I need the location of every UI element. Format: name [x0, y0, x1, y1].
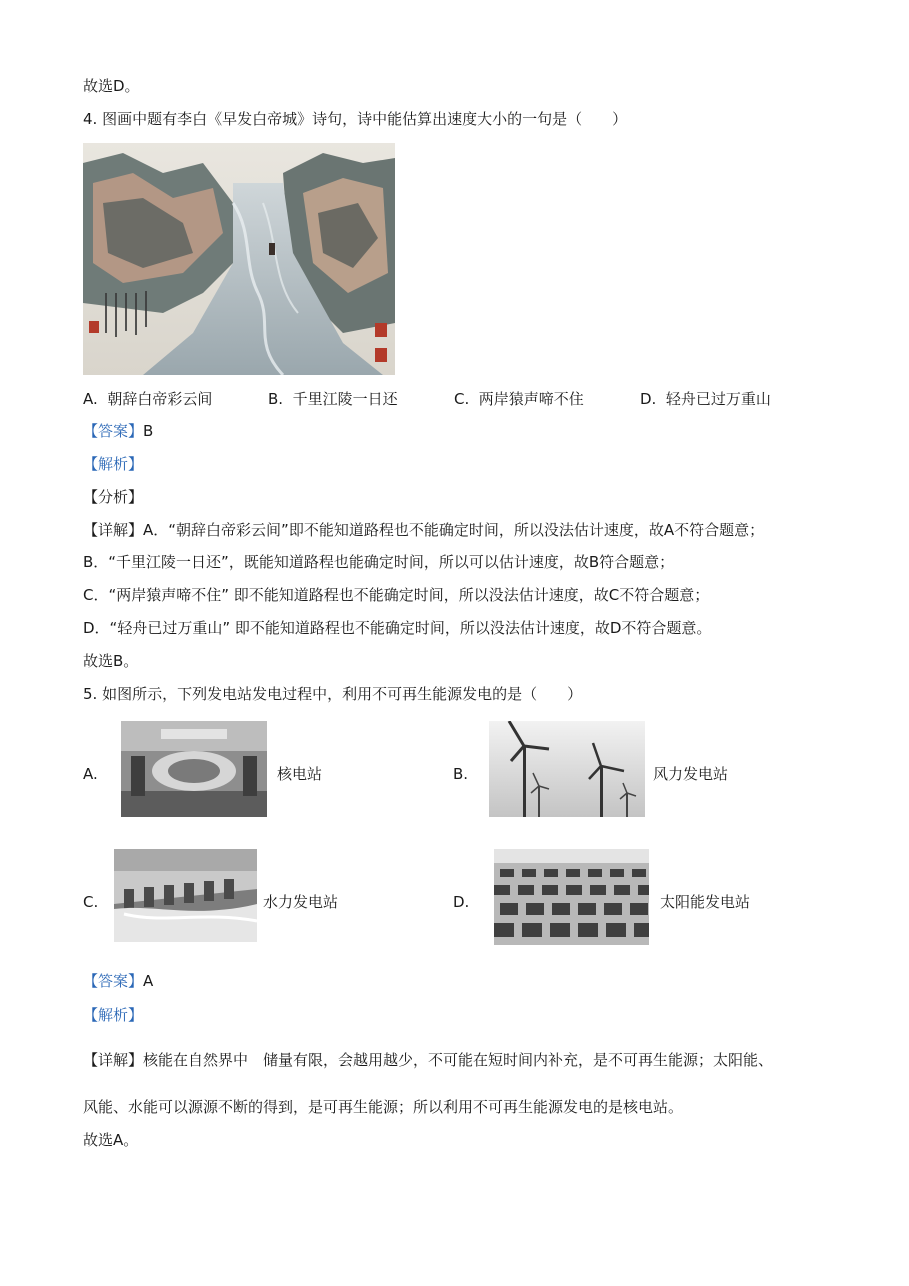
q5-answer-value: A — [143, 972, 154, 990]
q5-answer — [83, 971, 153, 991]
landscape-painting — [83, 143, 395, 375]
q5-conclusion: 故选A。 — [83, 1131, 139, 1149]
nuclear-plant-image — [121, 721, 267, 817]
q5-analysis-tag: 【解析】 — [83, 1006, 144, 1024]
q4-option-d-text: 轻舟已过万重山 — [665, 390, 771, 408]
q4-fenxi-tag: 【分析】 — [83, 488, 144, 506]
q4-detail-line-1 — [83, 520, 764, 540]
q4-option-d-letter: D. — [640, 390, 657, 408]
q4-answer-tag: 【答案】 — [83, 422, 144, 440]
q5-option-b-caption: 风力发电站 — [653, 765, 729, 783]
q5-stem: 5. 如图所示，下列发电站发电过程中，利用不可再生能源发电的是（ ） — [83, 685, 583, 703]
q4-answer-value: B — [143, 422, 154, 440]
q4-detail-a: A．“朝辞白帝彩云间”即不能知道路程也不能确定时间，所以没法估计速度，故A不符合题意； — [143, 521, 765, 539]
q4-option-b-text: 千里江陵一日还 — [292, 390, 398, 408]
q5-option-d-letter: D. — [453, 893, 470, 911]
q4-option-c-letter: C. — [454, 390, 470, 408]
q4-option-d — [640, 389, 771, 409]
q4-answer — [83, 421, 153, 441]
q5-option-a-caption: 核电站 — [277, 765, 323, 783]
q4-detail-c: C．“两岸猿声啼不住” 即不能知道路程也不能确定时间，所以没法估计速度，故C不符合题意； — [83, 586, 710, 604]
q5-detail-tag: 【详解】 — [83, 1051, 144, 1069]
q4-analysis-tag: 【解析】 — [83, 455, 144, 473]
prev-conclusion: 故选D。 — [83, 77, 140, 95]
q5-detail-line-1 — [83, 1050, 773, 1070]
wind-farm-image — [489, 721, 645, 817]
q5-option-b-letter: B. — [453, 765, 469, 783]
q4-detail-tag: 【详解】 — [83, 521, 144, 539]
q4-conclusion: 故选B。 — [83, 652, 139, 670]
q4-option-c — [454, 389, 584, 409]
q4-stem: 4. 图画中题有李白《早发白帝城》诗句，诗中能估算出速度大小的一句是（ ） — [83, 110, 628, 128]
q5-option-c-letter: C. — [83, 893, 99, 911]
q4-option-b — [268, 389, 398, 409]
q4-detail-b: B．“千里江陵一日还”，既能知道路程也能确定时间，所以可以估计速度，故B符合题意； — [83, 553, 675, 571]
q5-option-d-caption: 太阳能发电站 — [660, 893, 751, 911]
q5-detail-text-2: 风能、水能可以源源不断的得到，是可再生能源；所以利用不可再生能源发电的是核电站。 — [83, 1098, 684, 1116]
q5-option-a-letter: A. — [83, 765, 98, 783]
q4-painting-image — [83, 143, 395, 375]
q5-detail-text-1: 核能在自然界中 储量有限，会越用越少，不可能在短时间内补充，是不可再生能源；太阳能、 — [143, 1051, 774, 1069]
q4-option-b-letter: B. — [268, 390, 284, 408]
solar-plant-image — [494, 849, 649, 945]
q4-option-a-text: 朝辞白帝彩云间 — [107, 390, 213, 408]
hydro-plant-image — [114, 849, 257, 942]
q4-detail-d: D．“轻舟已过万重山” 即不能知道路程也不能确定时间，所以没法估计速度，故D不符合题意。 — [83, 619, 712, 637]
q5-option-c-caption: 水力发电站 — [263, 893, 339, 911]
q4-option-a-letter: A. — [83, 390, 98, 408]
q4-option-c-text: 两岸猿声啼不住 — [478, 390, 584, 408]
q4-option-a — [83, 389, 212, 409]
q5-answer-tag: 【答案】 — [83, 972, 144, 990]
